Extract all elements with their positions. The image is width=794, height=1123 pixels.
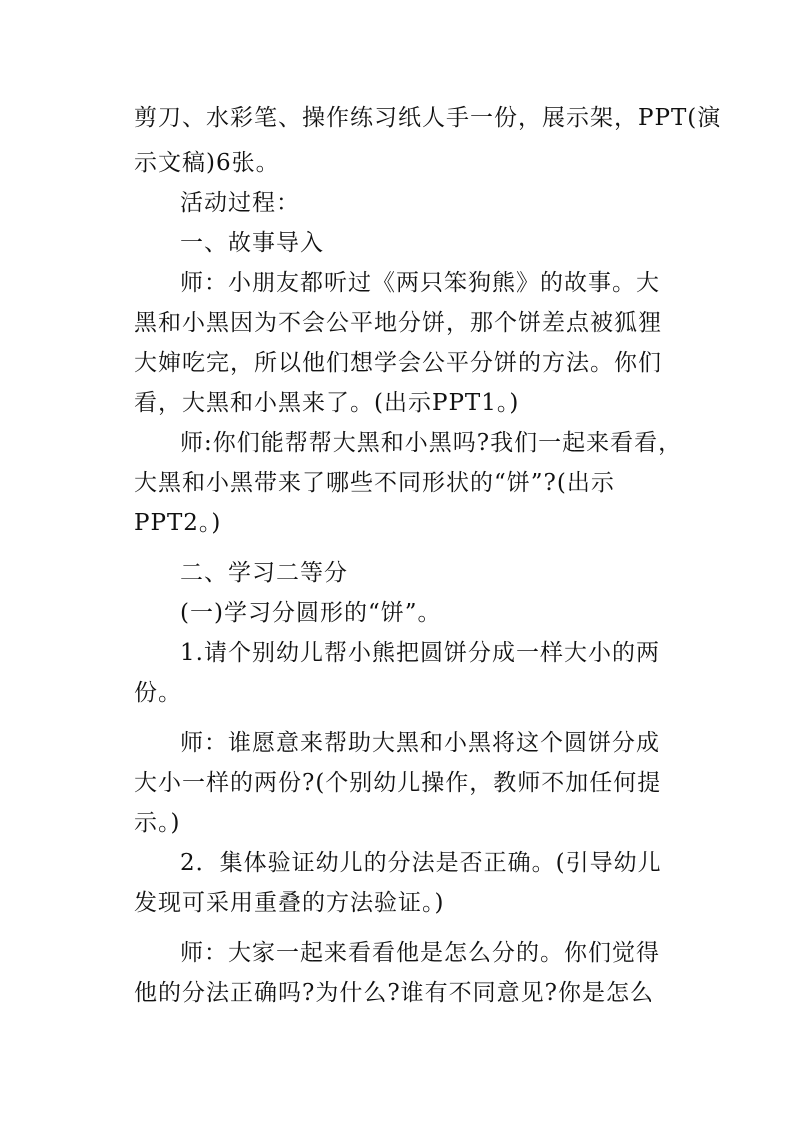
text-line-1: 剪刀、水彩笔、操作练习纸人手一份，展示架，PPT(演 — [134, 105, 722, 131]
text-line-10: 大黑和小黑带来了哪些不同形状的“饼”?(出示 — [134, 470, 615, 496]
text-line-5: 师：小朋友都听过《两只笨狗熊》的故事。大 — [180, 270, 660, 296]
text-line-15: 份。 — [134, 680, 182, 706]
text-line-12: 二、学习二等分 — [180, 560, 348, 586]
text-line-8: 看，大黑和小黑来了。(出示PPT1。) — [134, 390, 520, 416]
text-line-3: 活动过程： — [180, 190, 300, 216]
text-line-22: 他的分法正确吗?为什么?谁有不同意见?你是怎么 — [134, 980, 654, 1006]
text-line-21: 师：大家一起来看看他是怎么分的。你们觉得 — [180, 940, 660, 966]
text-line-11: PPT2。) — [134, 510, 222, 536]
text-line-20: 发现可采用重叠的方法验证。) — [134, 890, 445, 916]
text-line-2: 示文稿)6张。 — [134, 150, 280, 176]
text-line-18: 示。) — [134, 810, 181, 836]
text-line-14: 1.请个别幼儿帮小熊把圆饼分成一样大小的两 — [180, 640, 660, 666]
text-line-19: 2．集体验证幼儿的分法是否正确。(引导幼儿 — [180, 850, 662, 876]
text-line-16: 师：谁愿意来帮助大黑和小黑将这个圆饼分成 — [180, 730, 660, 756]
text-line-4: 一、故事导入 — [180, 230, 324, 256]
text-line-9: 师:你们能帮帮大黑和小黑吗?我们一起来看看， — [180, 430, 683, 456]
text-line-13: (一)学习分圆形的“饼”。 — [180, 600, 442, 626]
text-line-6: 黑和小黑因为不会公平地分饼，那个饼差点被狐狸 — [134, 310, 662, 336]
text-line-17: 大小一样的两份?(个别幼儿操作，教师不加任何提 — [134, 770, 662, 796]
text-line-7: 大婶吃完，所以他们想学会公平分饼的方法。你们 — [134, 350, 662, 376]
